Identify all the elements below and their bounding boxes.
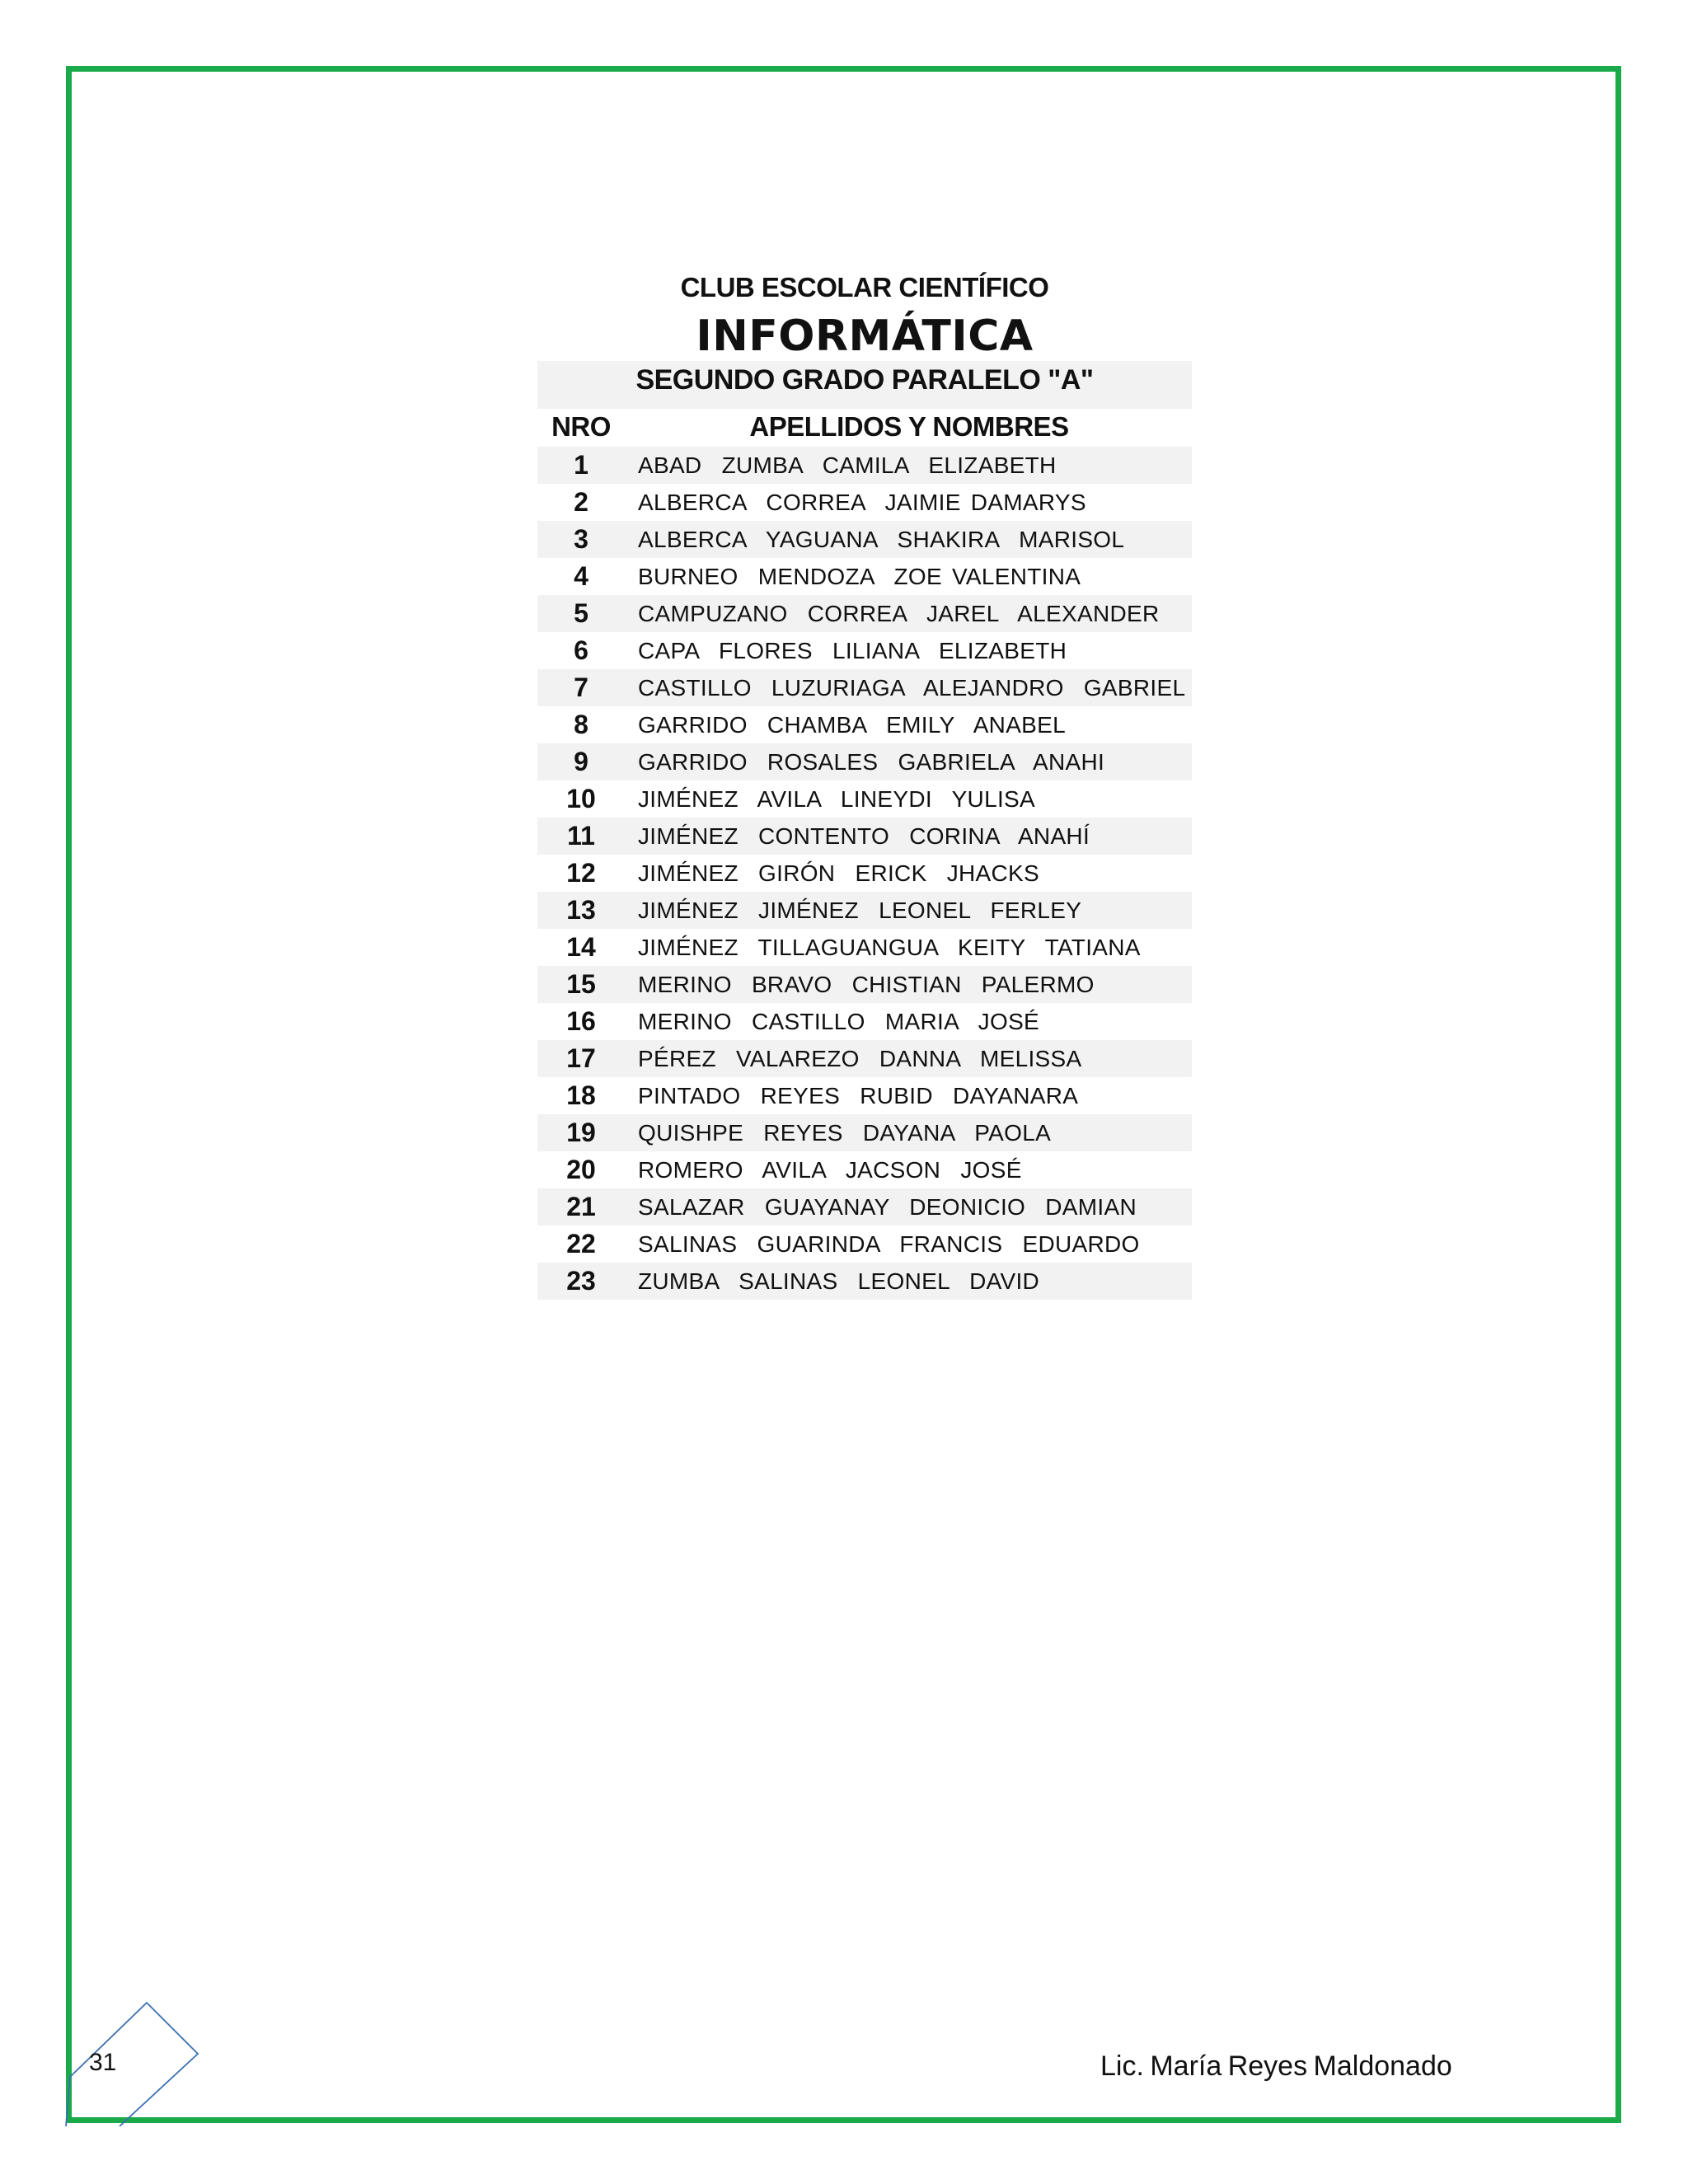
table-row	[537, 484, 1192, 521]
row-number: 2	[574, 487, 588, 517]
table-row	[537, 1040, 1192, 1077]
table-row	[537, 1263, 1192, 1300]
table-row	[537, 1188, 1192, 1226]
grade-banner: SEGUNDO GRADO PARALELO "A"	[537, 361, 1192, 409]
table-row	[537, 892, 1192, 929]
student-name: ALBERCA YAGUANA SHAKIRA MARISOL	[638, 526, 1125, 552]
table-row	[537, 632, 1192, 669]
row-number: 13	[566, 895, 596, 925]
row-number: 4	[574, 561, 588, 591]
table-row	[537, 595, 1192, 632]
student-name: JIMÉNEZ CONTENTO CORINA ANAHÍ	[638, 823, 1090, 849]
row-number: 15	[566, 969, 596, 999]
student-name: PÉREZ VALAREZO DANNA MELISSA	[638, 1045, 1082, 1071]
row-number: 5	[574, 598, 588, 628]
table-row	[537, 929, 1192, 966]
row-number: 12	[566, 858, 596, 888]
student-name: PINTADO REYES RUBID DAYANARA	[638, 1082, 1079, 1108]
row-number: 7	[574, 673, 588, 702]
table-row	[537, 818, 1192, 855]
row-number: 19	[566, 1118, 596, 1147]
row-number: 6	[574, 635, 588, 665]
table-row	[537, 1226, 1192, 1263]
student-name: JIMÉNEZ AVILA LINEYDI YULISA	[638, 785, 1035, 812]
subject-title: INFORMÁTICA	[696, 312, 1034, 361]
student-name: JIMÉNEZ JIMÉNEZ LEONEL FERLEY	[638, 897, 1082, 923]
table-row	[537, 558, 1192, 595]
row-number: 16	[566, 1006, 596, 1036]
student-name: SALINAS GUARINDA FRANCIS EDUARDO	[638, 1230, 1140, 1257]
row-number: 23	[566, 1266, 596, 1296]
row-number: 14	[566, 932, 596, 962]
row-number: 17	[566, 1043, 596, 1073]
page-number: 31	[89, 2049, 117, 2076]
row-number: 18	[566, 1080, 596, 1110]
table-row	[537, 1077, 1192, 1114]
row-number: 22	[566, 1229, 596, 1258]
student-name: QUISHPE REYES DAYANA PAOLA	[638, 1119, 1052, 1146]
table-row	[537, 1151, 1192, 1188]
row-number: 10	[566, 784, 596, 813]
student-name: ROMERO AVILA JACSON JOSÉ	[638, 1156, 1022, 1183]
table-row	[537, 1114, 1192, 1151]
table-row	[537, 855, 1192, 892]
table-row	[537, 743, 1192, 780]
page-corner-decoration	[58, 1978, 206, 2126]
table-row	[537, 669, 1192, 706]
student-name: ZUMBA SALINAS LEONEL DAVID	[638, 1268, 1040, 1294]
table-row	[537, 780, 1192, 818]
row-number: 1	[574, 450, 588, 480]
row-number: 9	[574, 747, 588, 776]
column-header-nro: NRO	[551, 411, 611, 442]
author-name: Lic. María Reyes Maldonado	[1100, 2050, 1452, 2082]
column-header-names: APELLIDOS Y NOMBRES	[749, 411, 1069, 442]
student-name: ALBERCA CORREA JAIMIE DAMARYS	[638, 489, 1086, 515]
student-name: ABAD ZUMBA CAMILA ELIZABETH	[638, 452, 1057, 478]
student-name: MERINO CASTILLO MARIA JOSÉ	[638, 1008, 1040, 1034]
row-number: 20	[566, 1155, 596, 1184]
row-number: 3	[574, 524, 588, 554]
student-name: JIMÉNEZ GIRÓN ERICK JHACKS	[638, 860, 1039, 886]
student-name: CAMPUZANO CORREA JAREL ALEXANDER	[638, 600, 1160, 626]
row-number: 21	[566, 1192, 596, 1221]
student-name: GARRIDO ROSALES GABRIELA ANAHI	[638, 748, 1105, 775]
table-row	[537, 1003, 1192, 1040]
student-name: SALAZAR GUAYANAY DEONICIO DAMIAN	[638, 1193, 1137, 1220]
student-name: BURNEO MENDOZA ZOE VALENTINA	[638, 563, 1081, 589]
student-table	[537, 447, 1192, 1300]
student-name: CAPA FLORES LILIANA ELIZABETH	[638, 637, 1067, 663]
student-name: JIMÉNEZ TILLAGUANGUA KEITY TATIANA	[638, 934, 1141, 960]
table-row	[537, 447, 1192, 484]
student-name: GARRIDO CHAMBA EMILY ANABEL	[638, 711, 1066, 738]
row-number: 11	[567, 821, 595, 851]
student-name: CASTILLO LUZURIAGA ALEJANDRO GABRIEL	[638, 674, 1186, 701]
row-number: 8	[574, 710, 588, 739]
club-title: CLUB ESCOLAR CIENTÍFICO	[680, 272, 1049, 302]
table-row	[537, 706, 1192, 743]
student-name: MERINO BRAVO CHISTIAN PALERMO	[638, 971, 1095, 997]
table-row	[537, 521, 1192, 558]
table-row	[537, 966, 1192, 1003]
